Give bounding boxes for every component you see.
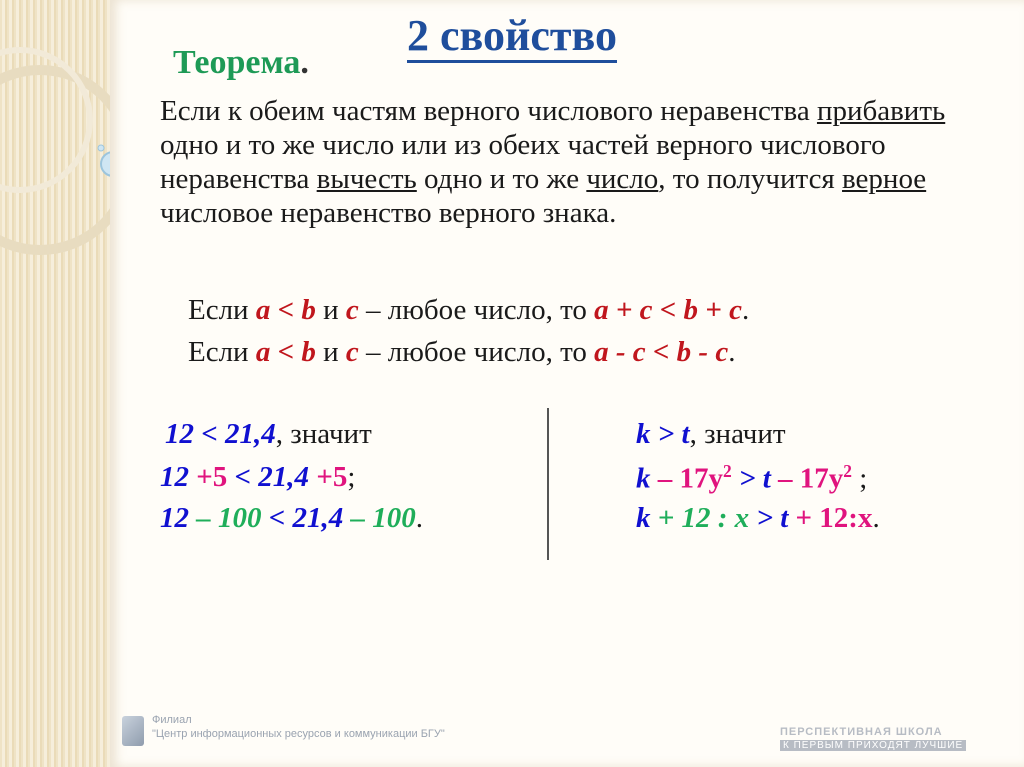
example-right-line2: $k - 17y^2 > t - 17y^2$ ; [636, 461, 868, 495]
example-left-line2: 12 +5 < 21,4 +5; [160, 461, 356, 493]
rule-subtraction: Если a < b и c – любое число, то a - c < b - c. [188, 336, 736, 368]
slide-title: 2 свойство [0, 10, 1024, 61]
underlined-true: верное [842, 163, 927, 195]
example-left-line1: 12 < 21,4, значит [165, 418, 372, 450]
underlined-add: прибавить [816, 95, 946, 127]
theorem-statement: Если к обеим частям верного числового неравенства прибавить одно и то же число или из обеих частей верного числового неравенства вычесть одно и то же число, то получится верное числовое неравенство верного знака. [160, 95, 946, 229]
example-right-line3: k + 12 : x > t + 12:x. [636, 502, 880, 534]
underlined-number: число [586, 163, 659, 195]
vertical-divider [547, 408, 549, 560]
theorem-heading: Теорема. [173, 44, 309, 81]
underlined-subtract: вычесть [316, 163, 417, 195]
rule-addition: Если a < b и c – любое число, то a + c < b + c. [188, 294, 750, 326]
footer-school-logo: ПЕРСПЕКТИВНАЯ ШКОЛА К ПЕРВЫМ ПРИХОДЯТ ЛУЧШИЕ [780, 726, 966, 751]
example-left-line3: 12 – 100 < 21,4 – 100. [160, 502, 424, 534]
footer-branch-caption: Филиал "Центр информационных ресурсов и коммуникации БГУ" [152, 714, 445, 740]
example-right-line1: k > t, значит [636, 418, 786, 450]
